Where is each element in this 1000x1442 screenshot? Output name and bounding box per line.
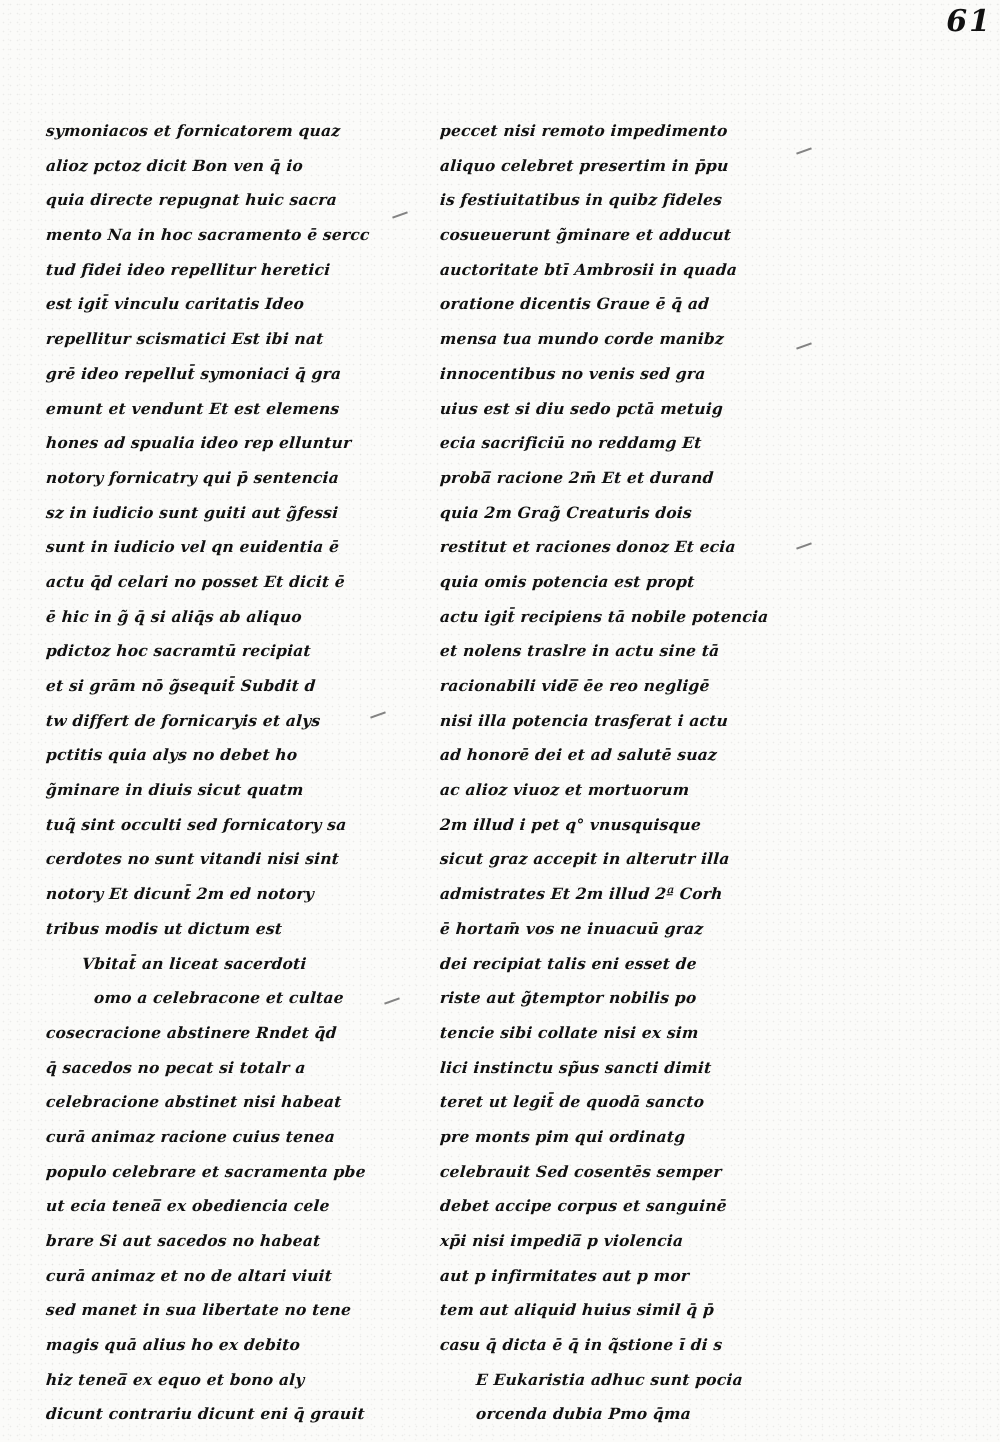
manuscript-line: ecia sacrificiū no reddamg Et: [439, 433, 703, 453]
manuscript-line: aut p infirmitates aut p mor: [439, 1265, 690, 1285]
manuscript-line: curā animaz et no de altari viuit: [45, 1265, 333, 1285]
manuscript-line: proba̅ racione 2m̄ Et et durand: [439, 467, 715, 487]
manuscript-line: celebrauit Sed cosentēs semper: [439, 1161, 723, 1181]
manuscript-line: orcenda dubia Pmo q̄ma: [475, 1404, 692, 1424]
manuscript-line: peccet nisi remoto impedimento: [439, 121, 729, 140]
manuscript-line: magis quā alius ho ex debito: [45, 1335, 301, 1355]
manuscript-line: notory Et dicunt̄ 2m ed notory: [45, 884, 315, 904]
manuscript-line: g̃minare in diuis sicut quatm: [45, 780, 305, 800]
manuscript-line: is festiuitatibus in quibz fideles: [439, 190, 723, 210]
manuscript-line: q̄ sacedos no pecat si totalr a: [45, 1057, 307, 1077]
manuscript-line: ē hic in g̃ q̄ si aliq̄s ab aliquo: [45, 606, 303, 626]
manuscript-line: tencie sibi collate nisi ex sim: [439, 1022, 700, 1042]
manuscript-line: omo a celebracone et cultae: [93, 988, 345, 1008]
folio-number: 61: [946, 4, 992, 39]
manuscript-line: quia directe repugnat huic sacra: [45, 190, 338, 210]
manuscript-line: ad honorē dei et ad salutē suaz: [439, 745, 718, 765]
manuscript-line: ē hortam̄ vos ne inuacuū graz: [439, 918, 705, 938]
manuscript-line: oratione dicentis Graue ē q̄ ad: [439, 294, 711, 314]
manuscript-line: casu q̄ dicta ē q̄ in q̃stione ī di s: [439, 1335, 724, 1355]
manuscript-line: quia 2m Grag̃ Creaturis dois: [439, 502, 693, 522]
manuscript-line: et nolens traslre in actu sine tā: [439, 641, 721, 661]
manuscript-line: racionabili vide̅ ēe reo negligē: [439, 676, 711, 695]
manuscript-line: quia omis potencia est propt: [439, 571, 696, 591]
manuscript-line: hiz tenea̅ ex equo et bono aly: [45, 1369, 306, 1389]
manuscript-line: sed manet in sua libertate no tene: [45, 1300, 352, 1320]
manuscript-line: repellitur scismatici Est ibi nat: [45, 329, 325, 349]
left-text-column: [46, 114, 408, 1432]
manuscript-line: mento Na in hoc sacramento ē sercc: [45, 225, 371, 245]
manuscript-line: curā animaz racione cuius tenea: [45, 1126, 336, 1146]
manuscript-line: celebracione abstinet nisi habeat: [45, 1092, 343, 1112]
manuscript-line: cerdotes no sunt vitandi nisi sint: [45, 849, 340, 869]
manuscript-line: ac alioz viuoz et mortuorum: [439, 780, 690, 800]
manuscript-line: brare Si aut sacedos no habeat: [45, 1231, 322, 1250]
manuscript-line: actu q̄d celari no posset Et dicit ē: [45, 571, 346, 591]
manuscript-line: E Eukaristia adhuc sunt pocia: [475, 1369, 744, 1389]
manuscript-line: riste aut g̃temptor nobilis po: [439, 988, 698, 1008]
right-text-column: [440, 114, 800, 1432]
manuscript-line: teret ut legit̄ de quodā sancto: [439, 1092, 705, 1112]
manuscript-line: cosecracione abstinere Rndet q̄d: [45, 1022, 338, 1042]
manuscript-line: ut ecia tenea̅ ex obediencia cele: [45, 1196, 331, 1216]
manuscript-line: alioz pctoz dicit Bon ven q̄ io: [45, 155, 304, 175]
manuscript-line: sicut graz accepit in alterutr illa: [439, 849, 731, 869]
manuscript-line: cosueuerunt g̃minare et adducut: [439, 225, 732, 245]
manuscript-line: tw differt de fornicaryis et alys: [45, 710, 322, 730]
manuscript-line: tuq̃ sint occulti sed fornicatory sa: [45, 814, 348, 834]
manuscript-line: tud fidei ideo repellitur heretici: [45, 259, 331, 279]
manuscript-line: dicunt contrariu dicunt eni q̄ grauit: [45, 1404, 366, 1424]
manuscript-line: tem aut aliquid huius simil q̄ p̄: [439, 1300, 715, 1320]
manuscript-line: sunt in iudicio vel qn euidentia ē: [45, 537, 340, 557]
manuscript-line: symoniacos et fornicatorem quaz: [45, 121, 342, 140]
manuscript-line: populo celebrare et sacramenta pbe: [45, 1161, 367, 1181]
manuscript-line: pdictoz hoc sacramtū recipiat: [45, 641, 312, 661]
manuscript-line: mensa tua mundo corde manibz: [439, 329, 725, 349]
manuscript-line: debet accipe corpus et sanguinē: [439, 1196, 728, 1216]
manuscript-line: restitut et raciones donoz Et ecia: [439, 537, 737, 557]
manuscript-line: grē ideo repellut̄ symoniaci q̄ gra: [45, 363, 342, 383]
manuscript-line: 2m illud i pet q° vnusquisque: [439, 814, 702, 834]
manuscript-line: uius est si diu sedo pctā metuig: [439, 398, 724, 418]
manuscript-line: Vbitat̄ an liceat sacerdoti: [81, 953, 308, 973]
manuscript-line: emunt et vendunt Et est elemens: [45, 398, 341, 418]
manuscript-line: admistrates Et 2m illud 2ª Corh: [439, 884, 724, 904]
manuscript-line: pre monts pim qui ordinatg: [439, 1126, 686, 1146]
manuscript-line: actu igit̄ recipiens tā nobile potencia: [439, 606, 770, 626]
manuscript-line: tribus modis ut dictum est: [45, 918, 283, 938]
manuscript-line: dei recipiat talis eni esset de: [439, 953, 698, 973]
manuscript-line: innocentibus no venis sed gra: [439, 363, 707, 383]
manuscript-line: sz in iudicio sunt guiti aut g̃fessi: [45, 502, 339, 522]
manuscript-line: est igit̄ vinculu caritatis Ideo: [45, 294, 305, 314]
manuscript-line: et si grām nō g̃sequit̄ Subdit d: [45, 676, 317, 695]
manuscript-line: aliquo celebret presertim in p̄pu: [439, 155, 730, 175]
manuscript-line: xp̄i nisi impedia̅ p violencia: [439, 1231, 684, 1250]
manuscript-line: lici instinctu sp̃us sancti dimit: [439, 1057, 713, 1077]
manuscript-line: hones ad spualia ideo rep elluntur: [45, 433, 353, 453]
manuscript-line: nisi illa potencia trasferat i actu: [439, 710, 729, 730]
manuscript-line: notory fornicatry qui p̄ sentencia: [45, 467, 340, 487]
manuscript-line: auctoritate btī Ambrosii in quada: [439, 259, 738, 279]
manuscript-line: pctitis quia alys no debet ho: [45, 745, 299, 765]
